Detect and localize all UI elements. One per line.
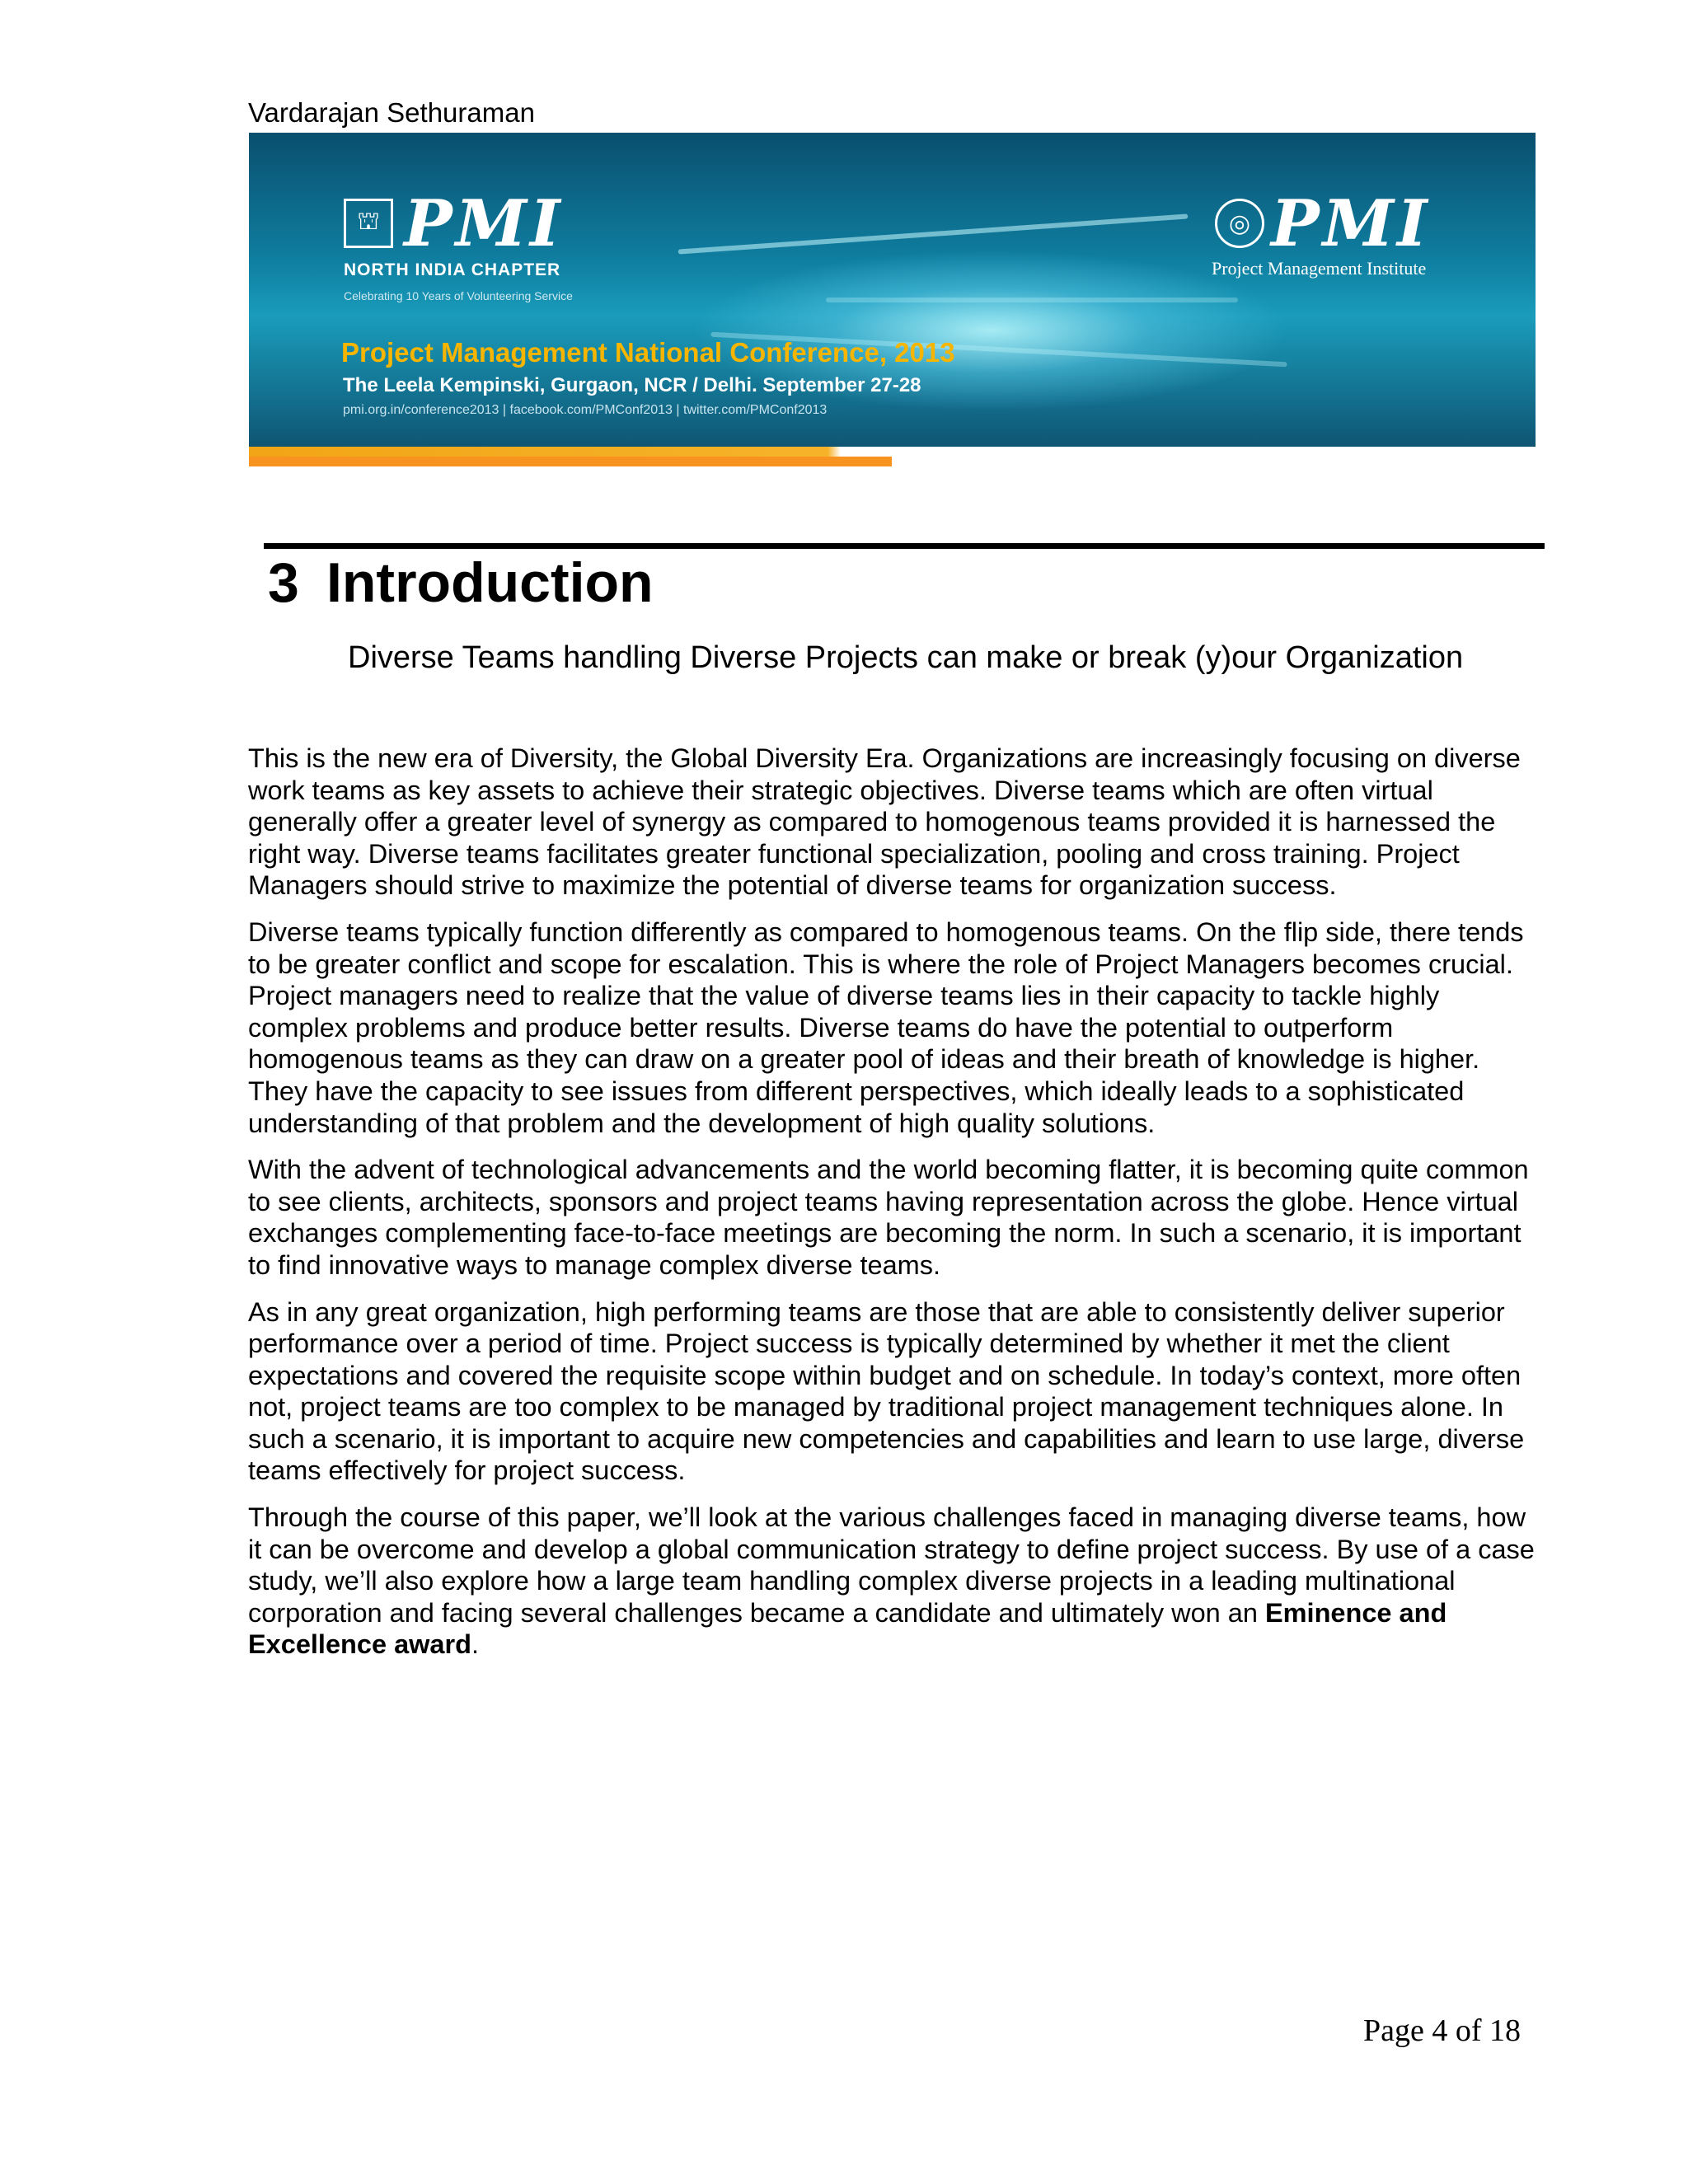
banner-stripe-accent — [249, 457, 892, 466]
body-text — [248, 743, 1542, 1675]
section-title: Introduction — [326, 551, 654, 614]
award-name: Eminence and Excellence award — [248, 1597, 1447, 1660]
section-subtitle: Diverse Teams handling Diverse Projects can make or break (y)our Organization — [348, 640, 1464, 675]
paragraph-last — [248, 1502, 1542, 1661]
paragraph-text: Through the course of this paper, we’ll look at the various challenges faced in managing diverse teams, how it can be overcome and develop a global communication strategy to define project success. By use of a case study, we’ll also explore how a large team handling complex diverse projects in a leading multinational corporation and facing several challenges became a candidate and ultimately won an — [248, 1502, 1535, 1628]
author-name: Vardarajan Sethuraman — [248, 97, 535, 128]
conference-links: pmi.org.in/conference2013 | facebook.com/PMConf2013 | twitter.com/PMConf2013 — [343, 403, 828, 417]
pmi-logo-right: PMI — [1271, 186, 1431, 261]
conference-title: Project Management National Conference, 2013 — [341, 337, 955, 368]
page-number: Page 4 of 18 — [1363, 2013, 1522, 2048]
taj-mahal-icon: ⛫ — [344, 199, 393, 248]
conference-venue: The Leela Kempinski, Gurgaon, NCR / Delhi. September 27-28 — [343, 374, 921, 396]
section-rule — [264, 543, 1545, 549]
conference-banner — [249, 133, 1536, 466]
pmi-institute-name: Project Management Institute — [1212, 258, 1427, 279]
globe-icon: ◎ — [1215, 199, 1264, 248]
pmi-logo-left: PMI — [404, 186, 564, 261]
section-number: 3 — [268, 551, 299, 614]
paragraph-end: . — [471, 1629, 480, 1660]
paragraph: This is the new era of Diversity, the Global Diversity Era. Organizations are increasingly focusing on diverse work teams as key assets to achieve their strategic objectives. Diverse teams which are often virtual generally offer a greater level of synergy as compared to homogenous teams provided it is harnessed the right way. Diverse teams facilitates greater functional specialization, pooling and cross training. Project Managers should strive to maximize the potential of diverse teams for organization success. — [248, 743, 1521, 901]
paragraph: With the advent of technological advancements and the world becoming flatter, it is becoming quite common to see clients, architects, sponsors and project teams having representation across the globe. Hence virtual exchanges complementing face-to-face meetings are becoming the norm. In such a scenario, it is important to find innovative ways to manage complex diverse teams. — [248, 1155, 1529, 1280]
paragraph: As in any great organization, high performing teams are those that are able to consistently deliver superior performance over a period of time. Project success is typically determined by whether it met the client expectations and covered the requisite scope within budget and on schedule. In today’s context, more often not, project teams are too complex to be managed by traditional project management techniques alone. In such a scenario, it is important to acquire new competencies and capabilities and learn to use large, diverse teams effectively for project success. — [248, 1296, 1525, 1486]
chapter-name: NORTH INDIA CHAPTER — [344, 260, 561, 279]
paragraph: Diverse teams typically function differently as compared to homogenous teams. On the flip side, there tends to be greater conflict and scope for escalation. This is where the role of Project Managers becomes crucial. Project managers need to realize that the value of diverse teams lies in their capacity to tackle highly complex problems and produce better results. Diverse teams do have the potential to outperform homogenous teams as they can draw on a greater pool of ideas and their breath of knowledge is higher. They have the capacity to see issues from different perspectives, which ideally leads to a sophisticated understanding of that problem and the development of high quality solutions. — [248, 916, 1524, 1138]
celebrating-text: Celebrating 10 Years of Volunteering Service — [344, 289, 573, 302]
